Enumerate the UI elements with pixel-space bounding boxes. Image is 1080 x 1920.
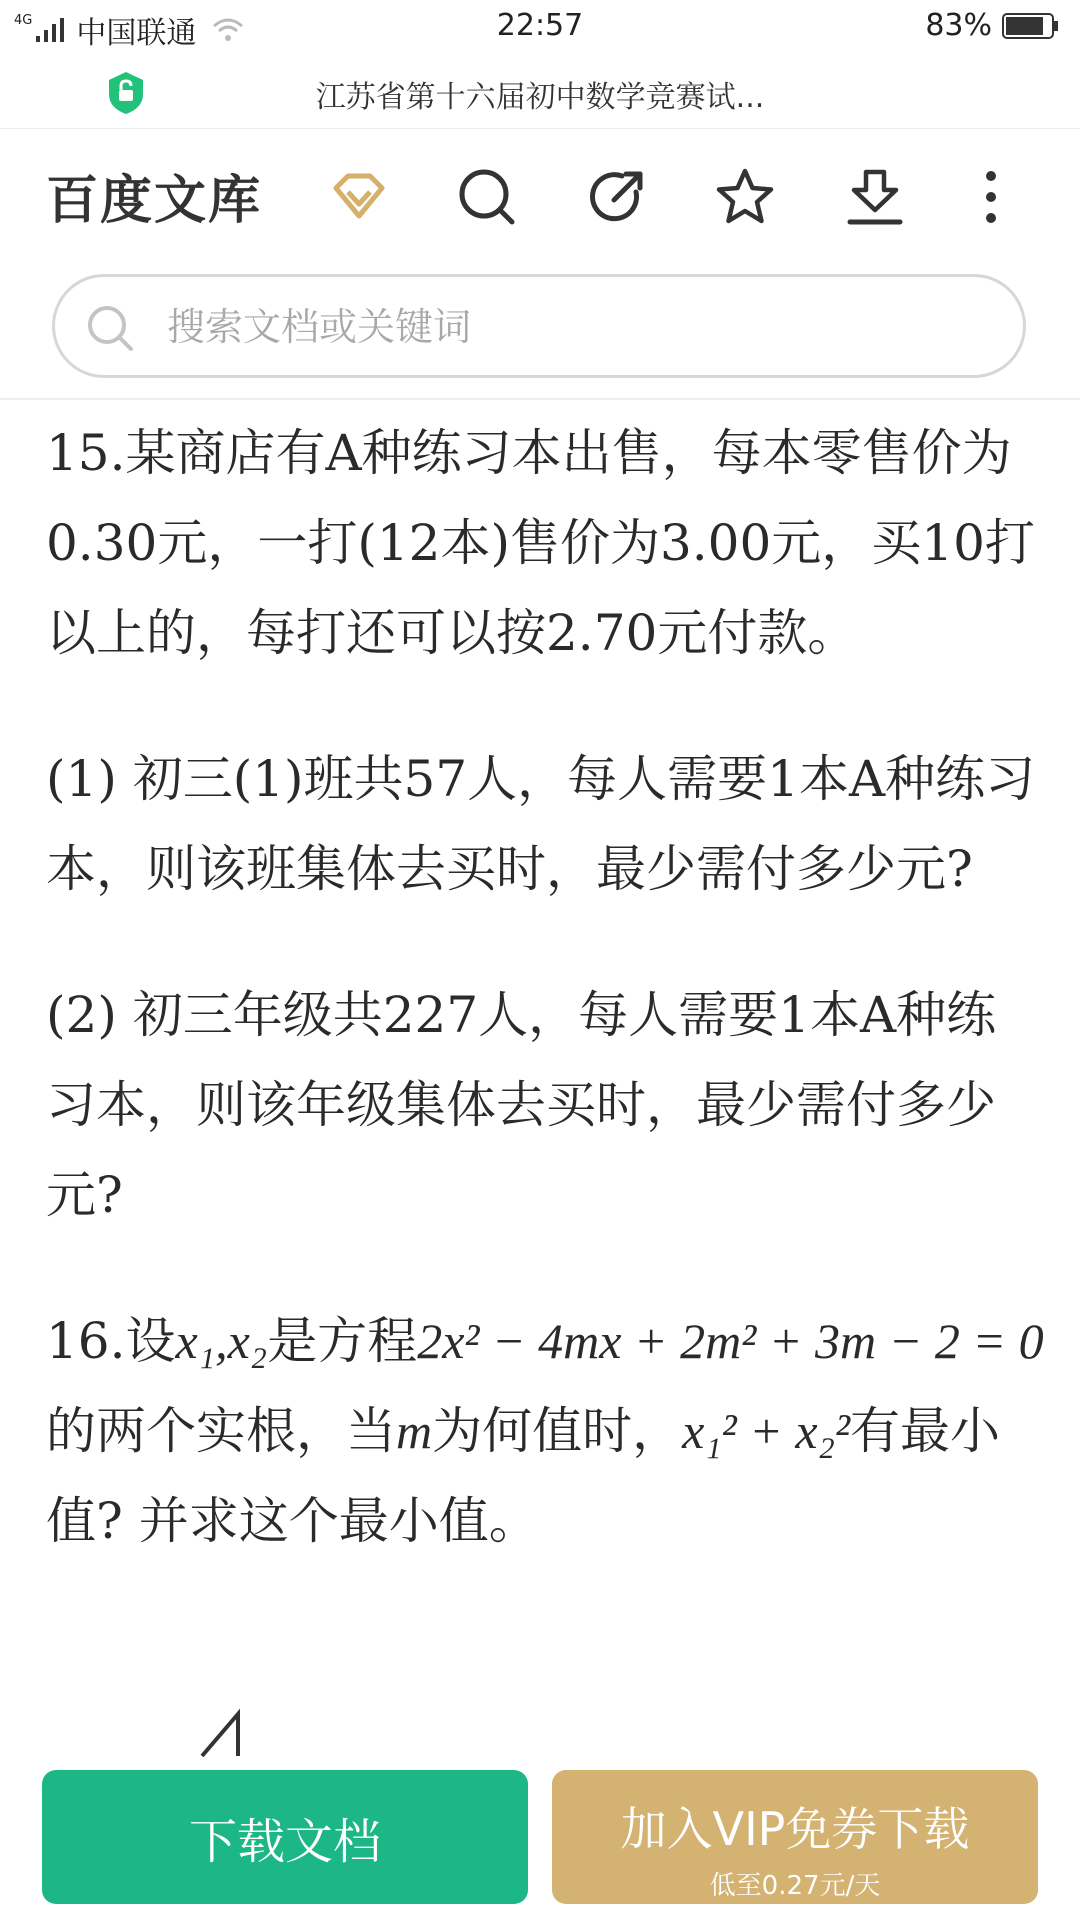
- question-15-part-2: (2) 初三年级共227人，每人需要1本A种练习本，则该年级集体去买时，最少需付多少元?: [46, 986, 997, 1224]
- url-bar[interactable]: [0, 60, 1080, 129]
- q16-vars: x₁,x₂: [175, 1313, 268, 1369]
- q16-suffix: 有最小值? 并求这个最小值。: [46, 1402, 1000, 1550]
- search-box[interactable]: [52, 274, 1026, 378]
- vip-button-price: 低至0.27元/天: [709, 1870, 881, 1901]
- brand-logo[interactable]: 百度文库: [46, 171, 263, 231]
- header-divider: [0, 398, 1080, 400]
- q16-equation: 2x² − 4mx + 2m² + 3m − 2 = 0: [417, 1313, 1044, 1369]
- app-header: [0, 130, 1080, 260]
- q16-prefix: 16.设: [46, 1312, 176, 1370]
- bottom-action-bar: [0, 1758, 1080, 1920]
- download-icon[interactable]: [844, 166, 906, 228]
- more-icon[interactable]: [976, 166, 1006, 228]
- question-16: [46, 1296, 1046, 1566]
- page-url-title: 江苏省第十六届初中数学竞赛试...: [315, 80, 765, 115]
- search-icon: [85, 303, 137, 355]
- question-15-part-1: (1) 初三(1)班共57人，每人需要1本A种练习本，则该班集体去买时，最少需付多少元?: [46, 750, 1036, 898]
- clock: 22:57: [496, 8, 584, 43]
- status-bar: [0, 0, 1080, 56]
- vip-button-label: 加入VIP免券下载: [620, 1801, 970, 1856]
- document-content: [46, 408, 1046, 1758]
- battery-percent: 83%: [925, 8, 992, 43]
- star-icon[interactable]: [714, 166, 776, 228]
- network-type: 4G: [14, 12, 33, 28]
- q16-sum-squares: x₁² + x₂²: [682, 1403, 850, 1459]
- carrier-name: 中国联通: [76, 16, 197, 51]
- q16-m: m: [396, 1403, 433, 1459]
- q16-is-root: 是方程: [267, 1312, 418, 1370]
- status-right: [925, 8, 1060, 43]
- vip-diamond-icon[interactable]: [328, 166, 390, 228]
- question-15-stem: 15.某商店有A种练习本出售，每本零售价为0.30元，一打(12本)售价为3.00元，买10打以上的，每打还可以按2.70元付款。: [46, 424, 1035, 662]
- search-input[interactable]: [165, 297, 989, 357]
- download-document-button[interactable]: 下载文档: [42, 1770, 528, 1904]
- share-icon[interactable]: [586, 166, 648, 228]
- q16-middle-1: 的两个实根，当: [46, 1402, 396, 1460]
- battery-icon: [1002, 12, 1060, 40]
- q16-middle-2: 为何值时，: [432, 1402, 683, 1460]
- search-icon[interactable]: [456, 166, 518, 228]
- vip-download-button[interactable]: [552, 1770, 1038, 1904]
- partial-diagram: [196, 1706, 256, 1758]
